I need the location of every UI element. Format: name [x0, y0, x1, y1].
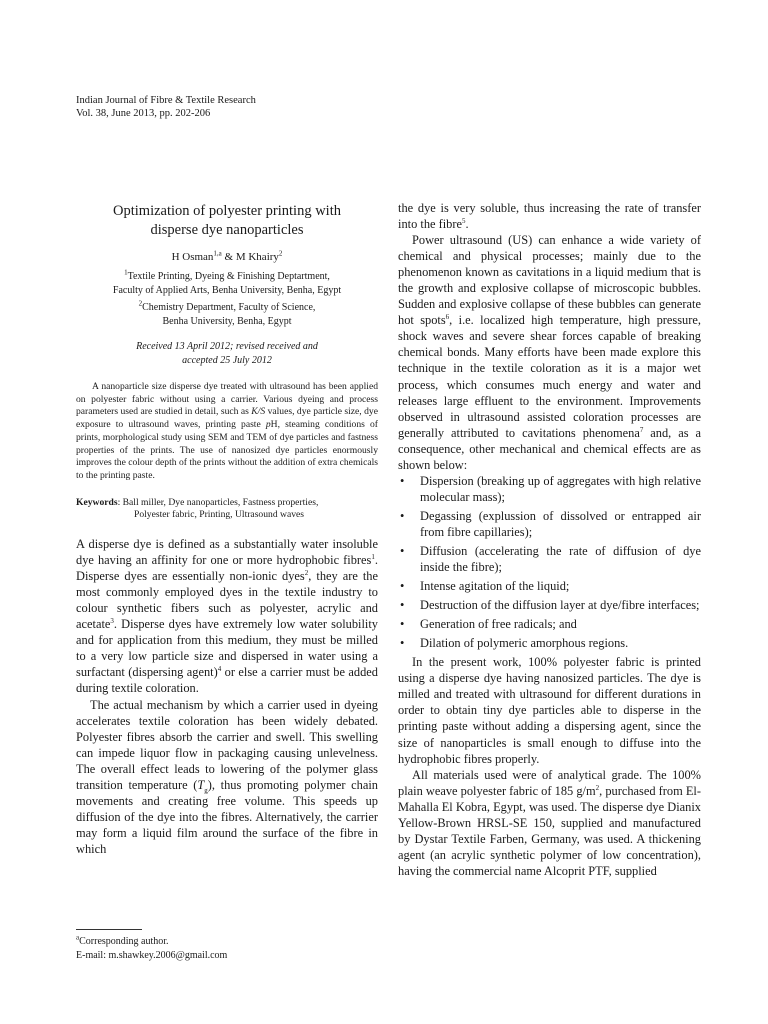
- paper-title: [76, 202, 378, 240]
- affiliation-2: [76, 301, 378, 328]
- footnote-corresponding: [76, 935, 227, 949]
- affiliation-1-line-1: Textile Printing, Dyeing & Finishing Deptartment,: [127, 271, 330, 282]
- list-item: [398, 616, 701, 632]
- list-item-text: Destruction of the diffusion layer at dye/fibre interfaces;: [420, 598, 700, 613]
- affiliation-2-line-1: Chemistry Department, Faculty of Science,: [142, 302, 316, 313]
- abstract-text-1: A nanoparticle size disperse dye treated with ultrasound has been applied on polyester fabric without using a carrier. Various dyeing and process parameters used are studied in detail, such as: [76, 381, 378, 418]
- intro-p1-text-b: . Disperse dyes are essentially non-ionic dyes: [76, 553, 378, 584]
- left-column: [76, 202, 378, 857]
- list-item: [398, 508, 701, 540]
- affiliation-1-sup: 1: [124, 268, 128, 277]
- author-2: & M Khairy: [221, 251, 279, 263]
- right-column: [398, 200, 701, 879]
- ref-3: 3: [110, 617, 114, 626]
- ref-4: 4: [217, 665, 222, 674]
- keywords-label: Keywords: [76, 496, 118, 508]
- bullet-icon: •: [400, 508, 405, 523]
- us-text-a: Power ultrasound (US) can enhance a wide variety of chemical and physical processes; mainly due to the phenomenon known as cavitations in a liquid medium that is the growth and explosive collapse of microscopic bubbles. Sudden and explosive collapse of these bubbles can generate hot spots: [398, 233, 701, 328]
- journal-name: Indian Journal of Fibre & Textile Research: [76, 95, 256, 106]
- bullet-icon: •: [400, 636, 405, 651]
- tg-symbol: T: [197, 777, 205, 792]
- ref-6: 6: [445, 313, 450, 322]
- abstract-text-2: values, dye particle size, dye exposure to ultrasound waves, printing paste: [76, 406, 378, 431]
- list-item-text: Intense agitation of the liquid;: [420, 579, 570, 594]
- list-item-text: Dilation of polymeric amorphous regions.: [420, 636, 629, 651]
- received-line-1: Received 13 April 2012; revised received and: [136, 341, 318, 352]
- footnote-line-1: Corresponding author.: [79, 936, 169, 947]
- footnote-sup: a: [76, 933, 80, 942]
- author-1: H Osman: [171, 251, 214, 263]
- abstract-p: p: [265, 419, 271, 431]
- materials-text-b: , purchased from El-Mahalla El Kobra, Egypt, was used. The disperse dye Dianix Yellow-Brown HRSL-SE 150, supplied and manufactured by Dystar Textile Farben, Germany, was used. A thickening agent (an acrylic synthetic polymer of low concentration), having the commercial name Alcoprit PTF, supplied: [398, 783, 702, 878]
- right-p1-text-b: .: [465, 217, 469, 232]
- intro-paragraph-1: [76, 536, 378, 696]
- bullet-icon: •: [400, 617, 405, 632]
- intro-p1-text-c: , they are the most commonly employed dyes in the textile industry to colour synthetic fibers such as polyester, acrylic and acetate: [76, 569, 378, 632]
- received-line-2: accepted 25 July 2012: [182, 354, 272, 366]
- footnotes: [76, 935, 227, 962]
- authors: [76, 250, 378, 264]
- intro-p1-text-d: . Disperse dyes have extremely low water solubility and for application from this medium, they must be milled to a very low particle size and dispersed in water using a surfactant (dispersing agent): [76, 617, 378, 680]
- author-1-sup: 1,a: [213, 249, 222, 258]
- list-item-text: Degassing (explussion of dissolved or entrapped air from fibre capillaries);: [420, 508, 701, 539]
- us-text-b: , i.e. localized high temperature, high pressure, shock waves and severe shear forces capable of breaking chemical bonds. Many efforts have been made explore this technique in the textile coloration as it is a major wet process, which consumes much energy and water and releases large effluent to the environment. Improvements observed in ultrasound assisted coloration processes are generally attributed to cavitations phenomena: [398, 313, 701, 440]
- ref-1: 1: [371, 552, 375, 561]
- list-item: [398, 473, 701, 505]
- list-item-text: Diffusion (accelerating the rate of diffusion of dye inside the fibre);: [420, 543, 701, 575]
- right-paragraph-1: [398, 200, 701, 232]
- bullet-icon: •: [400, 473, 405, 488]
- effects-list: [398, 473, 701, 651]
- materials-text-a: All materials used were of analytical grade. The 100% plain weave polyester fabric of 185 g/m: [398, 767, 701, 798]
- ref-7: 7: [639, 425, 644, 434]
- intro-p1-text-a: A disperse dye is defined as a substantially water insoluble dye having an affinity for one or more hydrophobic fibres: [76, 537, 378, 568]
- keywords-line-2: Polyester fabric, Printing, Ultrasound waves: [134, 509, 304, 521]
- bullet-icon: •: [400, 543, 405, 558]
- materials-paragraph: [398, 767, 701, 879]
- list-item-text: Dispersion (breaking up of aggregates with high relative molecular mass);: [420, 473, 701, 504]
- intro-p2-text-a: The actual mechanism by which a carrier used in dyeing accelerates textile coloration has been widely debated. Polyester fibres absorb the carrier and swell. This swelling can impede liquor flow in packaging causing unlevelness. The overall effect leads to lowering of the polymer glass transition temperature (: [76, 697, 378, 792]
- list-item: [398, 543, 701, 575]
- intro-p2-text-b: ), thus promoting polymer chain movements and creating free volume. This speeds up diffusion of the dye into the fibres. Alternatively, the carrier may form a liquid film around the surface of the fibre in which: [76, 777, 378, 856]
- title-line-2: disperse dye nanoparticles: [150, 222, 304, 238]
- list-item: [398, 597, 701, 613]
- list-item-text: Generation of free radicals; and: [420, 617, 577, 632]
- right-p1-text-a: the dye is very soluble, thus increasing the rate of transfer into the fibre: [398, 201, 701, 232]
- received-dates: [76, 340, 378, 367]
- affiliation-2-sup: 2: [138, 299, 143, 308]
- ref-2: 2: [304, 569, 309, 577]
- bullet-icon: •: [400, 598, 405, 613]
- intro-paragraph-2: [76, 697, 378, 857]
- affiliation-1-line-2: Faculty of Applied Arts, Benha University, Benha, Egypt: [112, 284, 342, 296]
- abstract: [76, 381, 378, 483]
- us-text-c: and, as a consequence, other mechanical and chemical effects are as shown below:: [398, 425, 701, 472]
- author-2-sup: 2: [278, 249, 283, 258]
- affiliation-2-line-2: Benha University, Benha, Egypt: [162, 315, 292, 327]
- ref-5: 5: [462, 216, 466, 225]
- unit-sup: 2: [595, 783, 600, 792]
- tg-subscript: g: [204, 786, 208, 795]
- footnote-divider: [76, 929, 142, 930]
- abstract-text-3: H, steaming conditions of prints, morphological study using SEM and TEM of dye particles and fastness properties of the prints. The use of nanosized dye particles enormously improves the colour depth of the prints without the addition of extra chemicals to the printing paste.: [76, 419, 379, 481]
- intro-p1-text-e: or else a carrier must be added during textile coloration.: [76, 665, 378, 696]
- ultrasound-paragraph: [398, 232, 701, 473]
- keywords: [76, 497, 378, 522]
- journal-header: [76, 94, 256, 120]
- present-work-paragraph: In the present work, 100% polyester fabric is printed using a disperse dye having nanosized particles. The dye is milled and treated with ultrasound for different durations in order to obtain tiny dye particles able to disperse in the printing paste without adding a dispersing agent, since the size of nanoparticles is small enough to diffuse into the hydrophobic fibres properly.: [398, 655, 701, 766]
- list-item: [398, 578, 701, 594]
- title-line-1: Optimization of polyester printing with: [113, 203, 341, 219]
- keywords-line-1: : Ball miller, Dye nanoparticles, Fastness properties,: [117, 496, 319, 508]
- footnote-email: E-mail: m.shawkey.2006@gmail.com: [76, 949, 228, 961]
- abstract-ks: K/S: [251, 406, 266, 418]
- journal-volume: Vol. 38, June 2013, pp. 202-206: [76, 108, 211, 119]
- bullet-icon: •: [400, 579, 405, 594]
- list-item: [398, 635, 701, 651]
- affiliation-1: [76, 270, 378, 297]
